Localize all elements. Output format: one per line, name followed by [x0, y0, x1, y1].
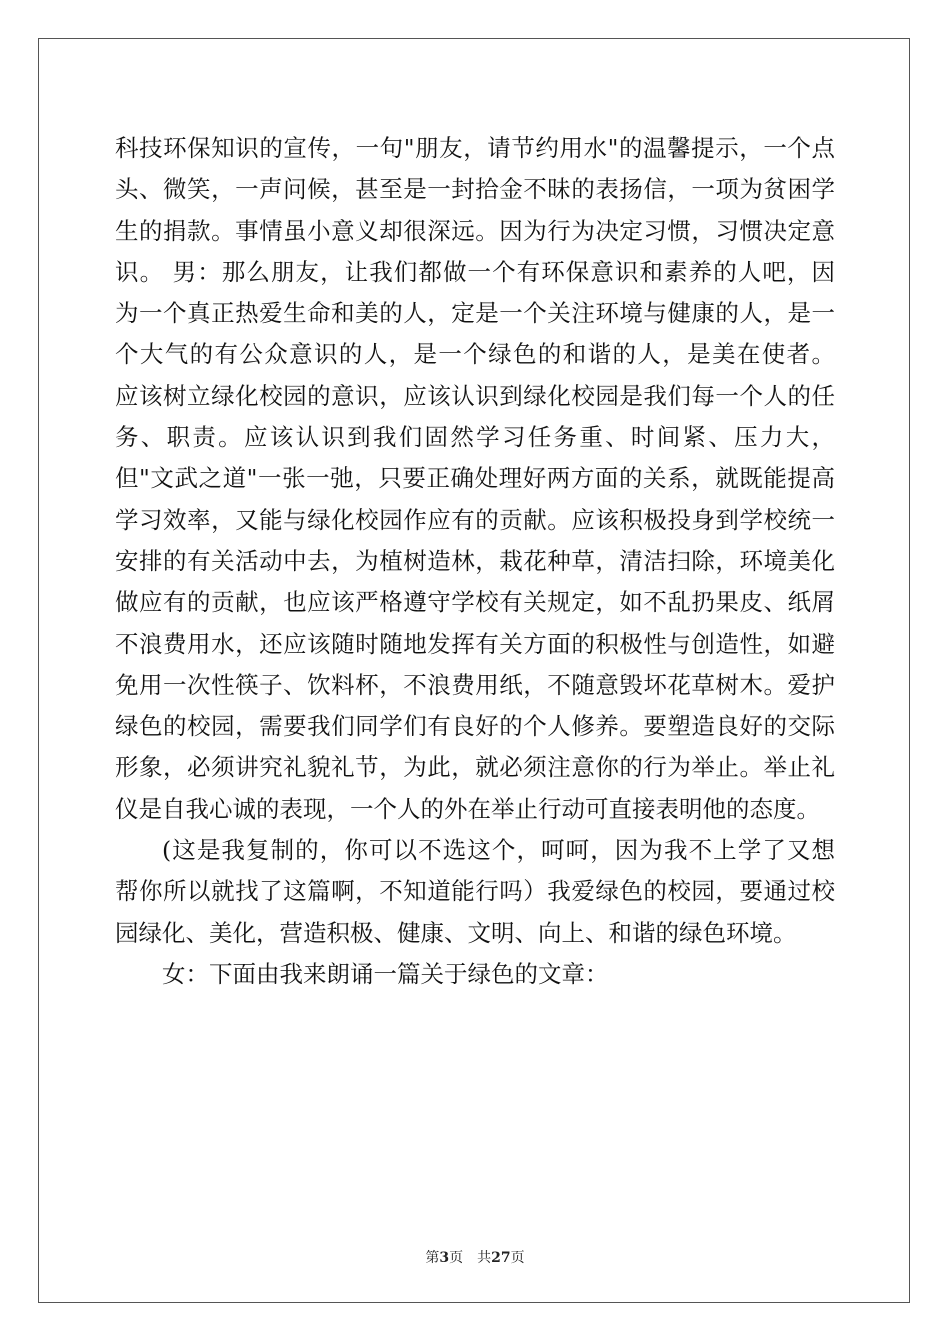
page-suffix: 页: [449, 1250, 464, 1266]
text-line: 绿色的校园，需要我们同学们有良好的个人修养。要塑造良好的交际: [115, 712, 835, 741]
text-line: 识。 男：那么朋友，让我们都做一个有环保意识和素养的人吧，因: [115, 257, 835, 286]
page-prefix: 第: [425, 1250, 440, 1266]
text-line: 科技环保知识的宣传，一句"朋友，请节约用水"的温馨提示，一个点: [115, 134, 835, 162]
text-line: 帮你所以就找了这篇啊，不知道能行吗）我爱绿色的校园，要通过校: [115, 877, 835, 906]
page-number: 3: [439, 1250, 450, 1266]
text-line: 学习效率，又能与绿化校园作应有的贡献。应该积极投身到学校统一: [115, 505, 835, 534]
text-line: 务、职责。应该认识到我们固然学习任务重、时间紧、压力大，: [115, 423, 835, 452]
text-line: 头、微笑，一声问候，甚至是一封拾金不昧的表扬信，一项为贫困学: [115, 175, 835, 204]
text-line: (这是我复制的，你可以不选这个，呵呵，因为我不上学了又想: [162, 836, 835, 865]
text-line: 仪是自我心诚的表现，一个人的外在举止行动可直接表明他的态度。: [115, 794, 820, 823]
text-line: 安排的有关活动中去，为植树造林，栽花种草，清洁扫除，环境美化: [115, 546, 835, 575]
total-pages: 27: [491, 1250, 511, 1266]
text-line: 免用一次性筷子、饮料杯，不浪费用纸，不随意毁坏花草树木。爱护: [115, 670, 835, 699]
text-line: 做应有的贡献，也应该严格遵守学校有关规定，如不乱扔果皮、纸屑: [115, 588, 835, 617]
text-line: 女：下面由我来朗诵一篇关于绿色的文章：: [162, 959, 609, 988]
text-line: 应该树立绿化校园的意识，应该认识到绿化校园是我们每一个人的任: [115, 381, 835, 410]
text-line: 但"文武之道"一张一弛，只要正确处理好两方面的关系，就既能提高: [115, 464, 835, 493]
text-line: 形象，必须讲究礼貌礼节，为此，就必须注意你的行为举止。举止礼: [115, 753, 835, 782]
text-line: 个大气的有公众意识的人，是一个绿色的和谐的人，是美在使者。: [115, 340, 835, 369]
text-line: 不浪费用水，还应该随时随地发挥有关方面的积极性与创造性，如避: [115, 629, 835, 658]
text-line: 园绿化、美化，营造积极、健康、文明、向上、和谐的绿色环境。: [115, 918, 797, 947]
text-line: 为一个真正热爱生命和美的人，定是一个关注环境与健康的人，是一: [115, 299, 835, 328]
total-suffix: 页: [510, 1250, 525, 1266]
body-text: [115, 128, 835, 995]
page-footer: [0, 1247, 950, 1267]
total-prefix: 共: [477, 1250, 492, 1266]
text-line: 生的捐款。事情虽小意义却很深远。因为行为决定习惯，习惯决定意: [115, 216, 835, 245]
